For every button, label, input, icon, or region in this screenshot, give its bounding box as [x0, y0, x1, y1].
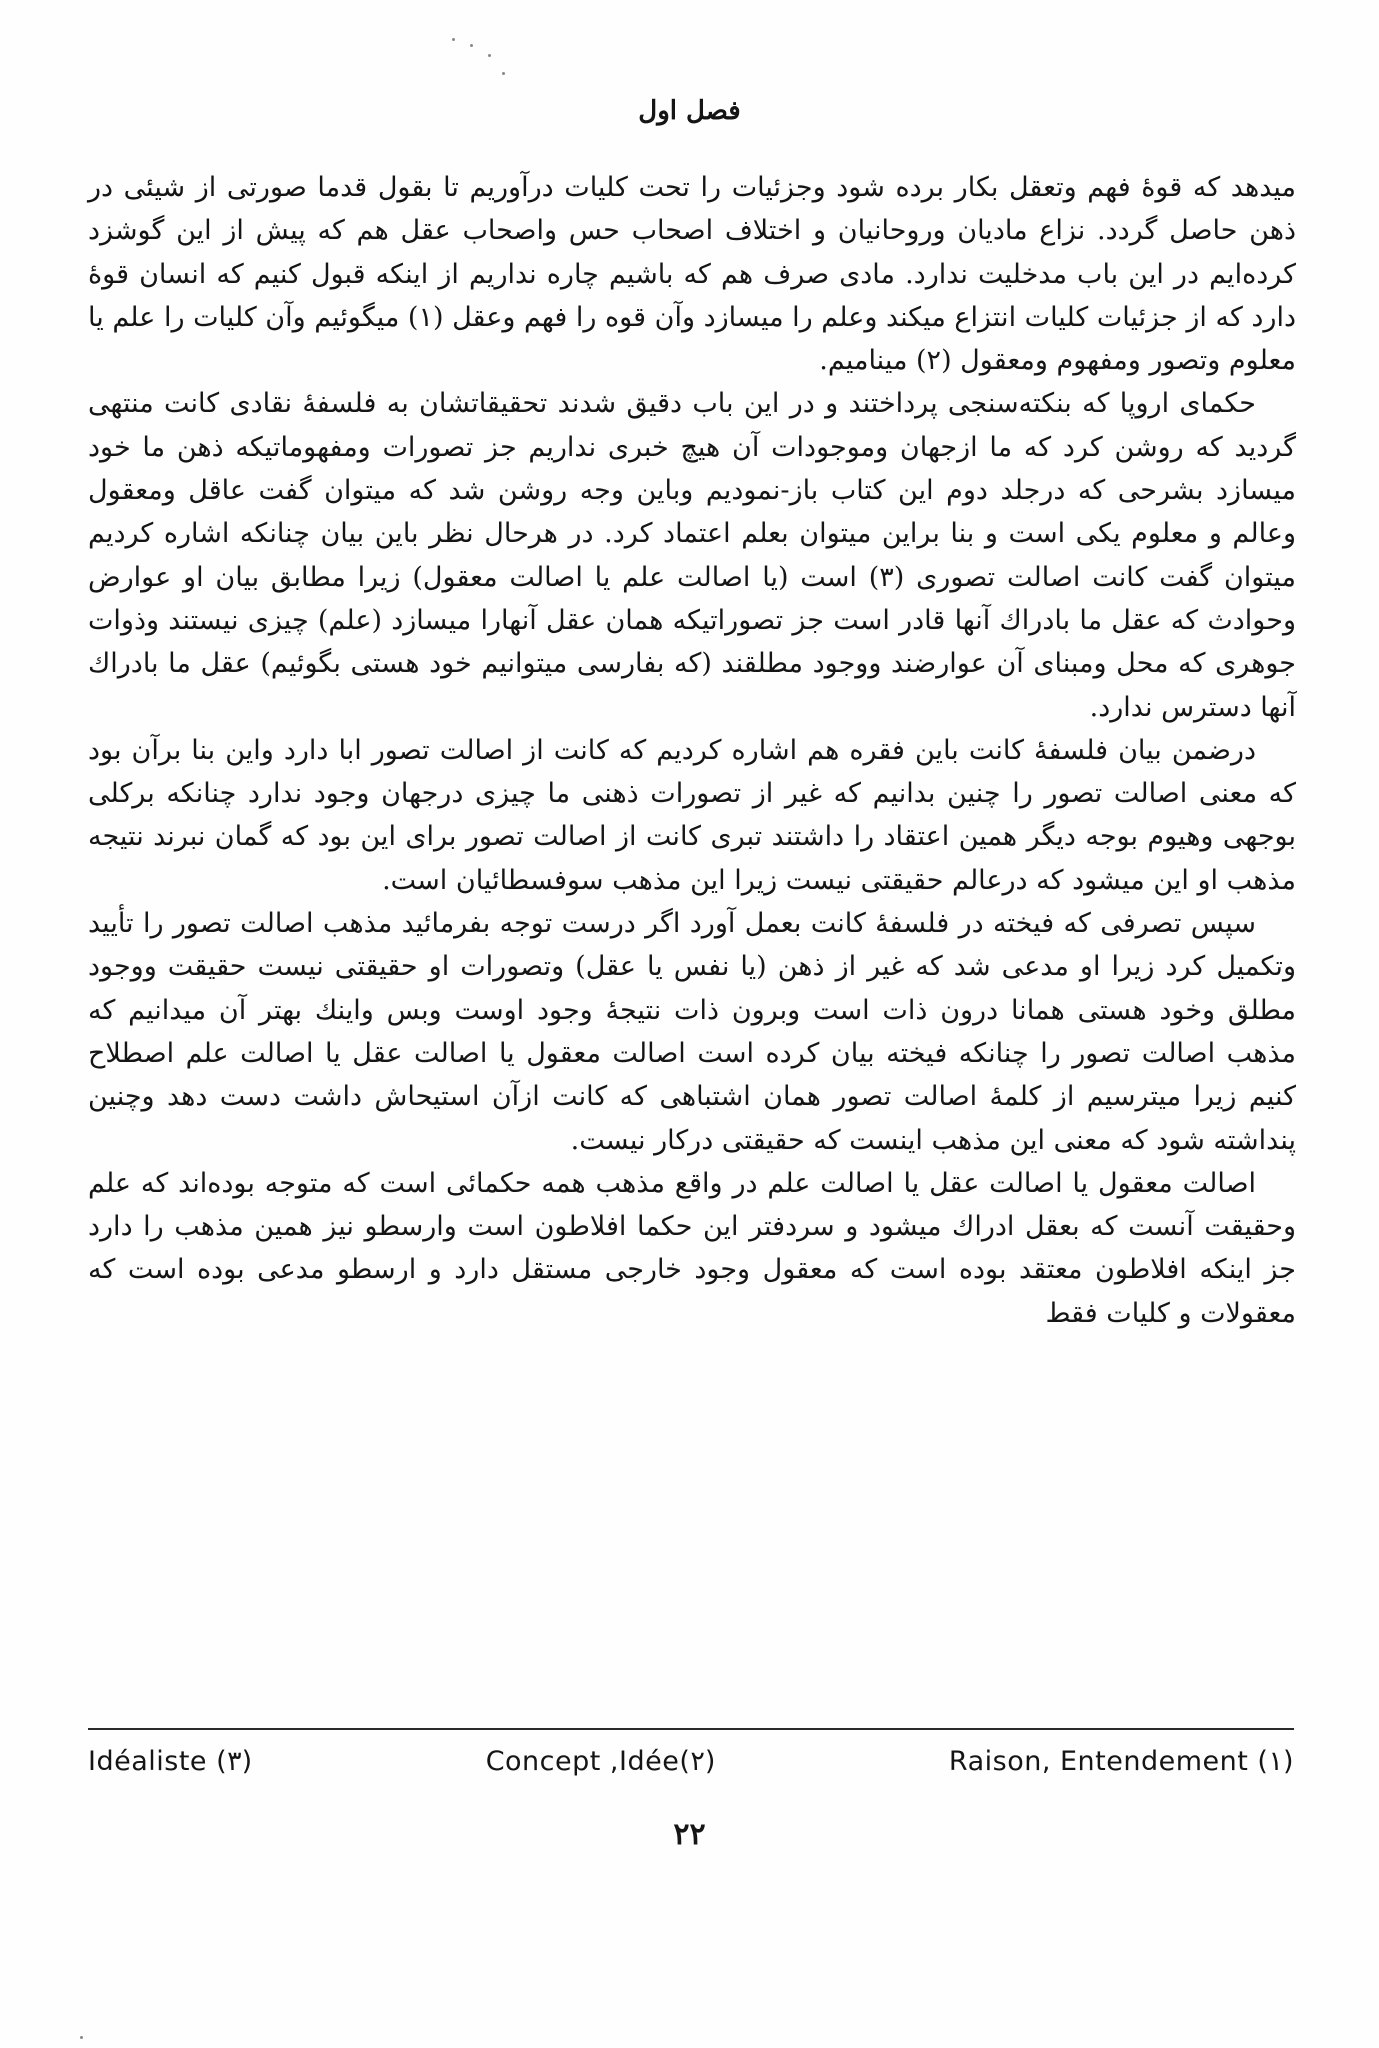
scan-speck [488, 54, 491, 57]
paragraph-1: میدهد که قوهٔ فهم وتعقل بکار برده شود وجزئیات را تحت کلیات درآوریم تا بقول قدما صورتی از شیئی در ذهن حاصل گردد. نزاع مادیان وروحانیان و اختلاف اصحاب حس واصحاب عقل هم که پیش از این گوشزد کرده‌ایم در این باب مدخلیت ندارد. مادی صرف هم که باشیم چاره نداریم از اینکه قبول کنیم که انسان قوهٔ دارد که از جزئیات کلیات انتزاع میکند وعلم را میسازد وآن قوه را فهم وعقل (۱) میگوئیم وآن کلیات را علم یا معلوم وتصور ومفهوم ومعقول (۲) مینامیم. [88, 172, 1296, 377]
footnote-divider [88, 1728, 1294, 1730]
footnotes [88, 1746, 1294, 1777]
chapter-header: فصل اول [638, 96, 741, 126]
footnote-3: Idéaliste (۳) [88, 1746, 253, 1777]
scan-speck [80, 2036, 83, 2039]
page-number: ۲۲ [673, 1817, 706, 1852]
scan-speck [470, 44, 473, 47]
paragraph-3: درضمن بیان فلسفهٔ کانت باین فقره هم اشاره کردیم که کانت از اصالت تصور ابا دارد واین بنا برآن بود که معنی اصالت تصور را چنین بدانیم که غیر از تصورات ذهنی ما چیزی درجهان وجود ندارد چنانکه برکلی بوجهی وهیوم بوجه دیگر همین اعتقاد را داشتند تبری کانت از اصالت تصور برای این بود که گمان نبرند نتیجه مذهب او این میشود که درعالم حقیقتی نیست زیرا این مذهب سوفسطائیان است. [88, 734, 1296, 896]
footnote-1: Raison, Entendement (۱) [948, 1746, 1294, 1777]
paragraph-4: سپس تصرفی که فیخته در فلسفهٔ کانت بعمل آورد اگر درست توجه بفرمائید مذهب اصالت تصور را تأیید وتکمیل کرد زیرا او مدعی شد که غیر از ذهن (یا نفس یا عقل) وتصورات او حقیقتی نیست حقیقت ووجود مطلق وخود هستی همانا درون ذات است وبرون ذات نتیجهٔ وجود اوست وبس واینك بهتر آن میدانیم که مذهب اصالت تصور را چنانکه فیخته بیان کرده است اصالت معقول یا اصالت عقل یا اصالت علم اصطلاح کنیم زیرا میترسیم از کلمهٔ اصالت تصور همان اشتباهی که کانت ازآن استیحاش داشت دست دهد وچنین پنداشته شود که معنی این مذهب اینست که حقیقتی درکار نیست. [88, 908, 1296, 1156]
paragraph-2: حکمای اروپا که بنکته‌سنجی پرداختند و در این باب دقیق شدند تحقیقاتشان به فلسفهٔ نقادی کانت منتهی گردید که روشن کرد که ما ازجهان وموجودات آن هیچ خبری نداریم جز تصورات ومفهوماتیکه ذهن ما خود میسازد بشرحی که درجلد دوم این کتاب باز-نمودیم وباین وجه روشن شد که میتوان گفت عاقل ومعقول وعالم و معلوم یکی است و بنا براین میتوان بعلم اعتماد کرد. در هرحال نظر باین بیان چنانکه اشاره کردیم میتوان گفت کانت اصالت تصوری (۳) است (یا اصالت علم یا اصالت معقول) زیرا مطابق بیان او عوارض وحوادث که عقل ما بادراك آنها قادر است جز تصوراتیکه همان عقل آنهارا میسازد (علم) چیزی نیستند وذوات جوهری که محل ومبنای آن عوارضند ووجود مطلقند (که بفارسی میتوانیم خود هستی بگوئیم) عقل ما بادراك آنها دسترس ندارد. [88, 388, 1296, 723]
scan-speck [452, 38, 455, 41]
body-text [88, 166, 1296, 1335]
paragraph-5: اصالت معقول یا اصالت عقل یا اصالت علم در واقع مذهب همه حکمائی است که متوجه بوده‌اند که علم وحقیقت آنست که بعقل ادراك میشود و سردفتر این حکما افلاطون است وارسطو نیز همین مذهب را دارد جز اینکه افلاطون معتقد بوده است که معقول وجود خارجی مستقل دارد و ارسطو مدعی بوده است که معقولات و کلیات فقط [88, 1167, 1296, 1329]
scan-speck [502, 72, 505, 75]
footnote-2: Concept ,Idée(۲) [485, 1746, 716, 1777]
